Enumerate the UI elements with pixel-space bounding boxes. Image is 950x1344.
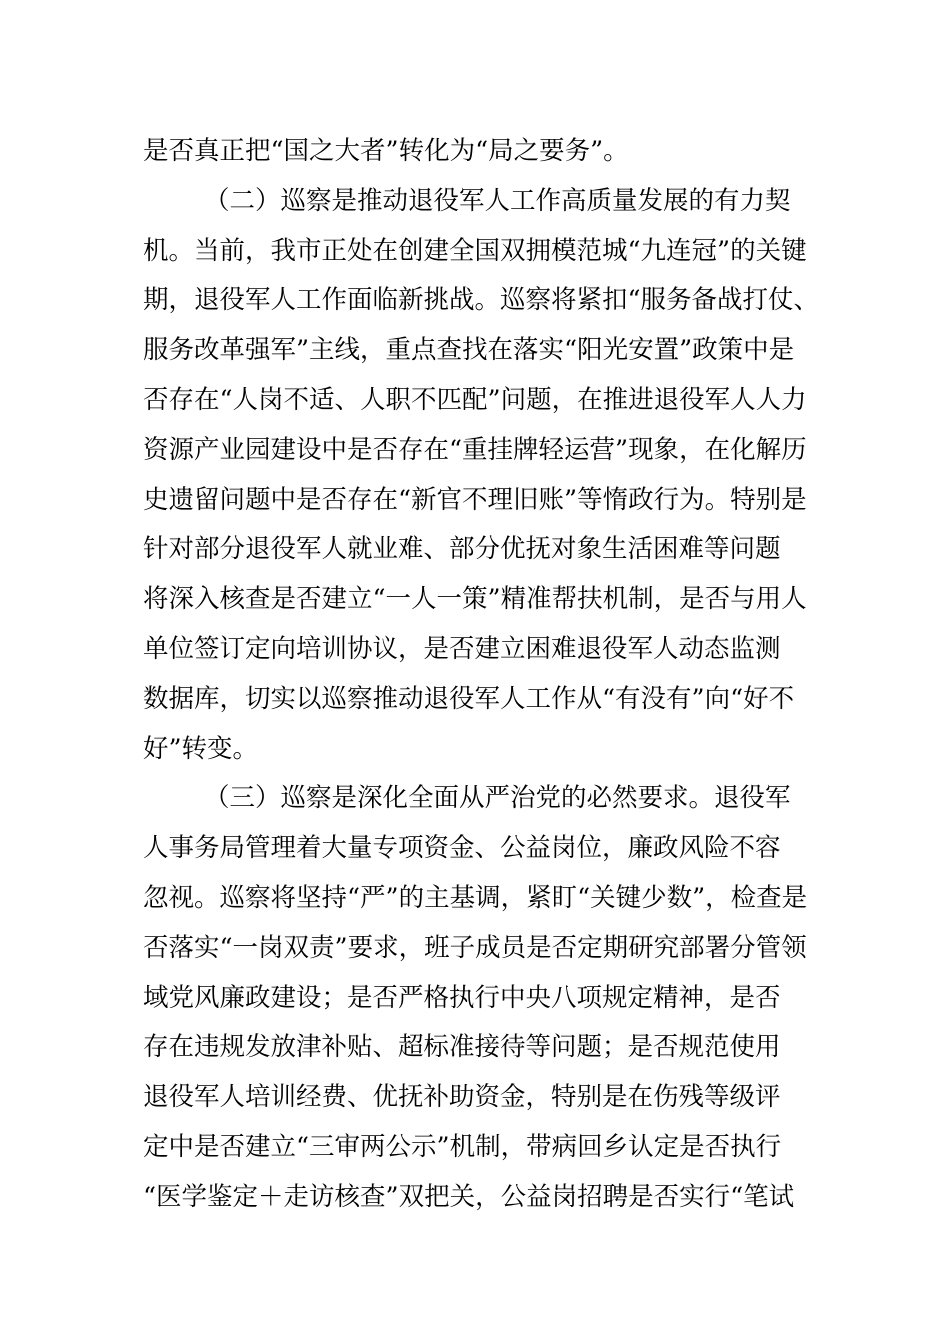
text-line: 退役军人培训经费、优抚补助资金，特别是在伤残等级评 — [143, 1082, 781, 1113]
text-line: 好”转变。 — [143, 733, 259, 764]
text-line: 将深入核查是否建立“一人一策”精准帮扶机制，是否与用人 — [143, 584, 807, 615]
text-line: 资源产业园建设中是否存在“重挂牌轻运营”现象，在化解历 — [143, 434, 807, 465]
text-line: 单位签订定向培训协议，是否建立困难退役军人动态监测 — [143, 633, 781, 664]
text-line: 机。当前，我市正处在创建全国双拥模范城“九连冠”的关键 — [143, 235, 807, 266]
text-line: 数据库，切实以巡察推动退役军人工作从“有没有”向“好不 — [143, 683, 795, 714]
text-line: 域党风廉政建设；是否严格执行中央八项规定精神，是否 — [143, 982, 781, 1013]
text-line: 定中是否建立“三审两公示”机制，带病回乡认定是否执行 — [143, 1131, 782, 1162]
text-line: 否落实“一岗双责”要求，班子成员是否定期研究部署分管领 — [143, 932, 807, 963]
paragraph-three-start: （三）巡察是深化全面从严治党的必然要求。退役军 — [204, 783, 791, 814]
paragraph-two-start: （二）巡察是推动退役军人工作高质量发展的有力契 — [204, 185, 791, 216]
text-line: 史遗留问题中是否存在“新官不理旧账”等惰政行为。特别是 — [143, 484, 807, 515]
text-line: 存在违规发放津补贴、超标准接待等问题；是否规范使用 — [143, 1032, 781, 1063]
text-line: 人事务局管理着大量专项资金、公益岗位，廉政风险不容 — [143, 833, 781, 864]
text-line: 是否真正把“国之大者”转化为“局之要务”。 — [143, 136, 629, 166]
text-line: 针对部分退役军人就业难、部分优抚对象生活困难等问题 — [143, 534, 781, 565]
text-line: 服务改革强军”主线，重点查找在落实“阳光安置”政策中是 — [143, 335, 795, 366]
text-line: 期，退役军人工作面临新挑战。巡察将紧扣“服务备战打仗、 — [143, 285, 820, 316]
text-line: 否存在“人岗不适、人职不匹配”问题，在推进退役军人人力 — [143, 384, 807, 415]
body-text — [143, 127, 820, 1223]
text-line: 忽视。巡察将坚持“严”的主基调，紧盯“关键少数”，检查是 — [143, 882, 808, 913]
text-line: “医学鉴定＋走访核查”双把关，公益岗招聘是否实行“笔试 — [143, 1181, 795, 1212]
